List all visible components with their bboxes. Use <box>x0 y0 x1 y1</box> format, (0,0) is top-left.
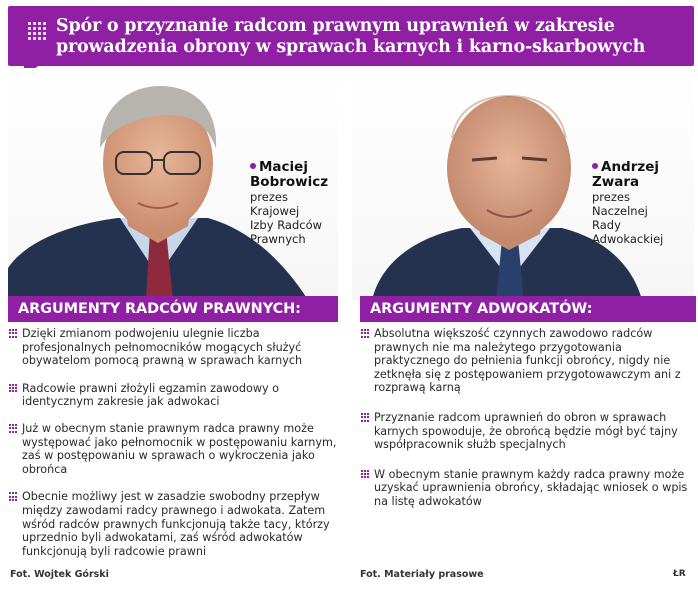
author-mark: ŁR <box>673 569 686 579</box>
person-first-name: Andrzej <box>601 159 660 175</box>
header-banner <box>8 6 694 66</box>
person-role-line: Izby Radców <box>250 218 323 232</box>
person-role-line: Adwokackiej <box>592 232 664 246</box>
list-item <box>360 411 694 452</box>
list-item <box>8 327 340 368</box>
argument-text: Dzięki zmianom podwojeniu ulegnie liczba profesjonalnych pełnomocników mogących służyć obywatelom pomocą prawną w sprawach karnych <box>22 327 303 368</box>
grid-bullet-icon <box>9 384 18 393</box>
caption-bobrowicz <box>250 160 328 246</box>
list-item <box>8 490 340 558</box>
name-marker-icon <box>250 163 256 169</box>
page-title: Spór o przyznanie radcom prawnym uprawnień w zakresie prowadzenia obrony w sprawach karnych i karno-skarbowych <box>56 16 646 57</box>
argument-text: Przyznanie radcom uprawnień do obron w sprawach karnych spowoduje, że obrońcą będzie mógł być tajny współpracownik służb specjalnych <box>374 410 678 452</box>
section-heading-radcy: ARGUMENTY RADCÓW PRAWNYCH: <box>8 296 338 322</box>
photo-credit-left: Fot. Wojtek Górski <box>10 569 109 580</box>
argument-list-radcy <box>8 324 340 558</box>
list-item <box>360 327 694 395</box>
argument-text: W obecnym stanie prawnym każdy radca prawny może uzyskać uprawnienia obrońcy, składając wniosek o wpis na listę adwokatów <box>374 467 688 508</box>
name-marker-icon <box>592 163 598 169</box>
portrait-bobrowicz <box>8 68 338 300</box>
list-item <box>360 468 694 509</box>
argument-text: Radcowie prawni złożyli egzamin zawodowy o identycznym zakresie jak adwokaci <box>22 381 280 409</box>
grid-bullet-icon <box>361 329 370 338</box>
person-first-name: Maciej <box>259 159 308 175</box>
grid-bullet-icon <box>361 470 370 479</box>
person-role-line: Rady <box>592 218 621 232</box>
person-role-line: Naczelnej <box>592 204 648 218</box>
person-last-name: Bobrowicz <box>250 174 329 190</box>
person-role-line: Prawnych <box>250 232 306 246</box>
caption-zwara <box>592 160 663 246</box>
portrait-zwara <box>352 68 694 300</box>
list-item <box>8 382 340 409</box>
person-role-line: prezes <box>250 190 288 204</box>
argument-text: Obecnie możliwy jest w zasadzie swobodny przepływ między zawodami radcy prawnego i adwokata. Zatem wśród radców prawnych funkcjonują także tacy, którzy uprzednio byli adwokatami, zaś wśród adwokatów funkcjonują byli radcowie prawni <box>22 490 330 558</box>
person-role-line: prezes <box>592 190 630 204</box>
grid-bullet-icon <box>9 424 18 433</box>
person-last-name: Zwara <box>592 174 640 190</box>
grid-bullet-icon <box>361 413 370 422</box>
grid-bullet-icon <box>9 329 18 338</box>
grid-icon <box>28 22 46 40</box>
grid-bullet-icon <box>9 492 18 501</box>
section-heading-adwokaci: ARGUMENTY ADWOKATÓW: <box>360 296 696 322</box>
list-item <box>8 422 340 476</box>
person-role-line: Krajowej <box>250 204 300 218</box>
argument-text: Już w obecnym stanie prawnym radca prawny może występować jako pełnomocnik w postępowaniu karnym, zaś w postępowaniu w sprawach o wykroczenia jako obrońca <box>22 421 337 476</box>
argument-text: Absolutna większość czynnych zawodowo radców prawnych nie ma należytego przygotowania praktycznego do pełnienia funkcji obrońcy, nigdy nie zetknęła się z postępowaniem przygotowawczym ani z rozprawą karną <box>374 327 681 395</box>
photo-credit-right: Fot. Materiały prasowe <box>360 569 484 580</box>
argument-list-adwokaci <box>360 324 694 509</box>
